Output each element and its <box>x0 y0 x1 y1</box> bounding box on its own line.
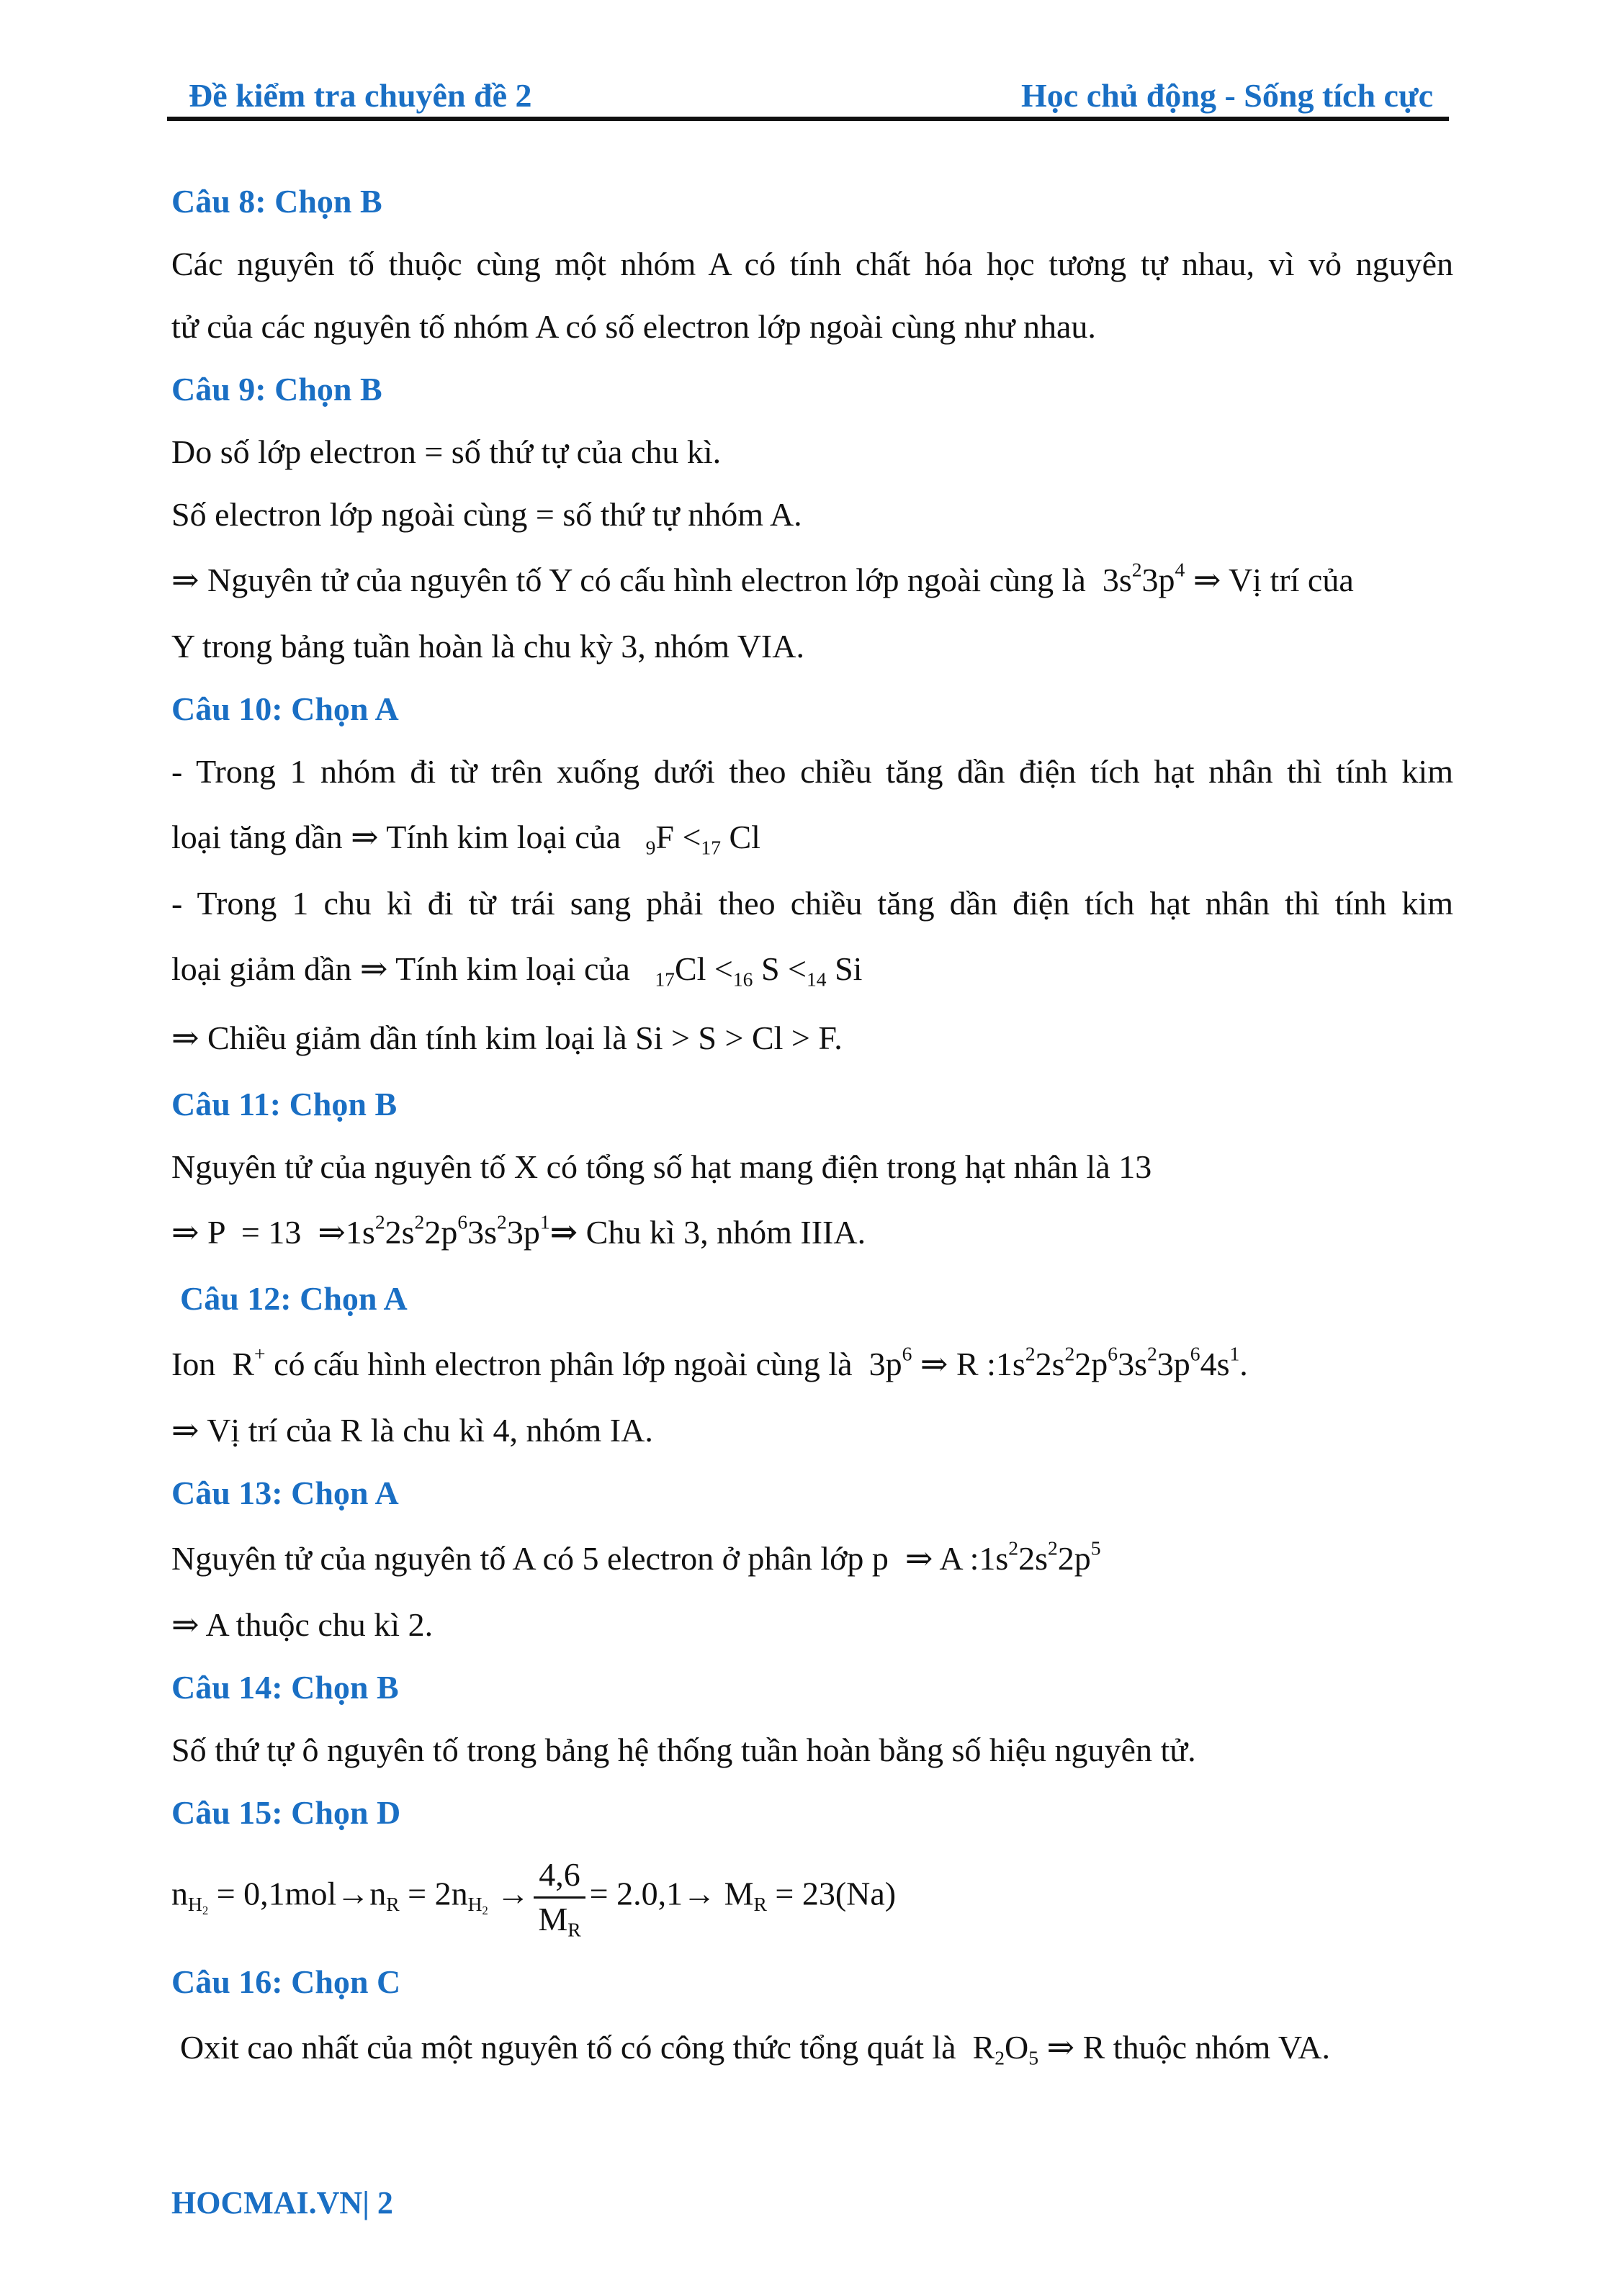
question-11-text: Chu kì 3, nhóm IIIA. <box>585 1214 866 1251</box>
question-9-line: Do số lớp electron = số thứ tự của chu kì. <box>171 433 722 470</box>
question-14-title: Câu 14: Chọn B <box>171 1669 399 1706</box>
question-10-line <box>171 935 1453 1004</box>
question-8-title: Câu 8: Chọn B <box>171 183 382 220</box>
question-13-text: Nguyên tử của nguyên tố A có 5 electron ở phân lớp p <box>171 1540 889 1577</box>
question-9-text: ⇒ Vị trí của <box>1193 562 1354 598</box>
header-right-slogan: Học chủ động - Sống tích cực <box>1021 77 1433 114</box>
question-13-line <box>171 1524 1453 1593</box>
metal-comparison-formula: $_9F <_{17}$ Cl <box>645 819 760 859</box>
question-12-line <box>171 1330 1453 1399</box>
question-16-line <box>171 2013 1453 2082</box>
electron-config-formula: $3p^6$ ⇒ R $:1s^22s^22p^63s^23p^64s^1$. <box>861 1342 1248 1382</box>
question-11-line <box>171 1198 1453 1267</box>
question-11-line: Nguyên tử của nguyên tố X có tổng số hạt mang điện trong hạt nhân là 13 <box>171 1148 1152 1185</box>
question-9-text: ⇒ Nguyên tử của nguyên tố Y có cấu hình electron lớp ngoài cùng là <box>171 562 1086 598</box>
page-footer: HOCMAI.VN| 2 <box>171 2185 393 2220</box>
question-9-line: Số electron lớp ngoài cùng = số thứ tự nhóm A. <box>171 496 802 533</box>
question-8-line: tử của các nguyên tố nhóm A có số electron lớp ngoài cùng như nhau. <box>171 308 1096 345</box>
question-10-text: loại giảm dần ⇒ Tính kim loại của <box>171 950 630 987</box>
oxide-formula: $R_2O_5$ <box>964 2029 1039 2069</box>
question-10-title: Câu 10: Chọn A <box>171 690 399 727</box>
question-13-title: Câu 13: Chọn A <box>171 1475 399 1511</box>
question-12-text: Ion <box>171 1346 216 1382</box>
question-16-text: ⇒ R thuộc nhóm VA. <box>1046 2029 1330 2066</box>
fraction: $\frac{4,6}{M_R}$ <box>534 1857 585 1937</box>
proton-config-formula: ⇒ P = 13 $\Rightarrow 1s^22s^22p^63s^23p^1\Rightarrow$ <box>171 1210 578 1251</box>
metal-comparison-formula: $_{17}Cl <_{16}$ $S <_{14}$ Si <box>655 950 863 991</box>
question-16-text: Oxit cao nhất của một nguyên tố có công thức tổng quát là <box>180 2029 956 2066</box>
question-12-line: ⇒ Vị trí của R là chu kì 4, nhóm IA. <box>171 1412 653 1449</box>
question-15-title: Câu 15: Chọn D <box>171 1794 401 1831</box>
question-11-title: Câu 11: Chọn B <box>171 1086 398 1122</box>
question-10-line: - Trong 1 chu kì đi từ trái sang phải theo chiều tăng dần điện tích hạt nhân thì tính kim <box>171 885 1453 922</box>
question-12-title: Câu 12: Chọn A <box>180 1280 408 1317</box>
electron-config-formula: ⇒ A $:1s^22s^22p^5$ <box>897 1536 1101 1577</box>
question-10-text: loại tăng dần ⇒ Tính kim loại của <box>171 819 621 855</box>
question-10-line: ⇒ Chiều giảm dần tính kim loại là Si > S > Cl > F. <box>171 1019 843 1056</box>
header-divider <box>167 117 1449 121</box>
answer-content <box>171 170 1453 2082</box>
electron-config-formula: $3s^23p^4$ <box>1094 558 1185 598</box>
ion-formula: R+ <box>223 1342 266 1382</box>
question-16-title: Câu 16: Chọn C <box>171 1963 401 2001</box>
question-9-line <box>171 546 1453 615</box>
question-9-title: Câu 9: Chọn B <box>171 371 382 408</box>
question-8-line: Các nguyên tố thuộc cùng một nhóm A có tính chất hóa học tương tự nhau, vì vỏ nguyên <box>171 246 1453 282</box>
header-left-title: Đề kiểm tra chuyên đề 2 <box>189 77 532 114</box>
question-10-line: - Trong 1 nhóm đi từ trên xuống dưới theo chiều tăng dần điện tích hạt nhân thì tính kim <box>171 753 1453 790</box>
question-13-line: ⇒ A thuộc chu kì 2. <box>171 1606 434 1643</box>
molar-mass-formula: $n_{H_2} = 0,1mol\to n_R = 2n_{H_2}$ → $\frac{4,6}{M_R}$ = $2.0,1\to M_R = 23(Na)$ <box>171 1856 897 1940</box>
question-10-line <box>171 803 1453 872</box>
question-12-text: có cấu hình electron phân lớp ngoài cùng là <box>274 1346 853 1382</box>
question-9-line: Y trong bảng tuần hoàn là chu kỳ 3, nhóm VIA. <box>171 628 804 665</box>
question-14-line: Số thứ tự ô nguyên tố trong bảng hệ thống tuần hoàn bằng số hiệu nguyên tử. <box>171 1732 1196 1768</box>
page-header <box>167 72 1449 122</box>
